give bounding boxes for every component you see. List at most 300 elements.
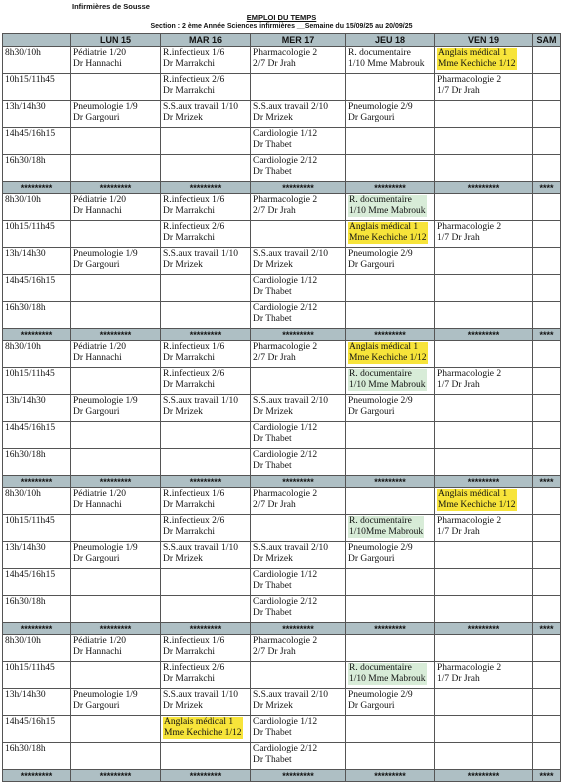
course-cell-mer: [251, 74, 346, 101]
course-cell-lun: [71, 101, 161, 128]
course-teacher: Dr Gargouri: [348, 407, 395, 417]
separator-cell: *********: [71, 329, 161, 341]
course-cell-ven: [435, 341, 533, 368]
course-teacher: Dr Mrizek: [253, 407, 293, 417]
course-cell-sam: [533, 128, 561, 155]
time-slot: 14h45/16h15: [3, 128, 71, 155]
time-slot: 8h30/10h: [3, 194, 71, 221]
course-entry: [348, 195, 427, 217]
separator-cell: *********: [161, 623, 251, 635]
schedule-row: [3, 275, 561, 302]
separator-cell: *********: [251, 476, 346, 488]
course-name: Cardiologie 2/12: [253, 303, 318, 313]
course-cell-mar: [161, 689, 251, 716]
course-entry: [73, 636, 158, 658]
course-cell-jeu: [346, 422, 435, 449]
course-name: Pédiatrie 1/20: [73, 48, 127, 58]
course-cell-ven: [435, 422, 533, 449]
time-slot: 10h15/11h45: [3, 368, 71, 395]
course-name: R.infectieux 1/6: [163, 195, 225, 205]
course-teacher: Dr Gargouri: [73, 113, 120, 123]
course-cell-jeu: [346, 395, 435, 422]
course-name: R. documentaire: [349, 663, 412, 673]
separator-cell: ****: [533, 329, 561, 341]
course-cell-lun: [71, 341, 161, 368]
schedule-row: [3, 422, 561, 449]
separator-cell: *********: [435, 329, 533, 341]
course-name: R.infectieux 2/6: [163, 663, 225, 673]
course-teacher: Dr Gargouri: [73, 407, 120, 417]
course-cell-mar: [161, 248, 251, 275]
week-separator-row: [3, 623, 561, 635]
course-name: Pneumologie 1/9: [73, 690, 138, 700]
course-teacher: Dr Mrizek: [253, 701, 293, 711]
course-entry: [253, 690, 343, 712]
course-cell-mar: [161, 569, 251, 596]
course-entry: [253, 597, 343, 619]
course-cell-lun: [71, 488, 161, 515]
course-teacher: Dr Hannachi: [73, 500, 122, 510]
course-name: Pneumologie 1/9: [73, 102, 138, 112]
course-cell-ven: [435, 47, 533, 74]
course-name: R. documentaire: [349, 516, 412, 526]
course-teacher: Dr Gargouri: [73, 554, 120, 564]
course-cell-lun: [71, 74, 161, 101]
separator-cell: *********: [251, 770, 346, 782]
separator-cell: ****: [533, 182, 561, 194]
course-cell-sam: [533, 488, 561, 515]
course-name: Pharmacologie 2: [253, 195, 318, 205]
course-teacher: 1/7 Dr Jrah: [437, 674, 480, 684]
course-cell-mer: [251, 155, 346, 182]
course-name: S.S.aux travail 2/10: [253, 249, 328, 259]
course-entry: [348, 543, 432, 565]
time-slot: 16h30/18h: [3, 743, 71, 770]
course-entry: [253, 156, 343, 178]
course-cell-ven: [435, 689, 533, 716]
course-cell-mer: [251, 488, 346, 515]
course-cell-mer: [251, 101, 346, 128]
course-cell-ven: [435, 596, 533, 623]
course-teacher: Dr Mrizek: [163, 113, 203, 123]
course-cell-mer: [251, 542, 346, 569]
course-teacher: Dr Marrakchi: [163, 500, 215, 510]
time-slot: 13h/14h30: [3, 542, 71, 569]
course-teacher: Dr Thabet: [253, 314, 292, 324]
course-entry: [437, 489, 517, 511]
time-slot: 8h30/10h: [3, 635, 71, 662]
week-separator-row: [3, 476, 561, 488]
separator-cell: *********: [161, 770, 251, 782]
course-cell-jeu: [346, 689, 435, 716]
schedule-row: [3, 449, 561, 476]
course-cell-mar: [161, 449, 251, 476]
schedule-row: [3, 743, 561, 770]
course-name: Pneumologie 2/9: [348, 690, 413, 700]
course-cell-mar: [161, 743, 251, 770]
course-name: R.infectieux 2/6: [163, 369, 225, 379]
course-cell-jeu: [346, 248, 435, 275]
course-entry: [163, 222, 248, 244]
course-entry: [73, 102, 158, 124]
course-name: Cardiologie 1/12: [253, 423, 318, 433]
separator-cell: ****: [533, 623, 561, 635]
course-cell-jeu: [346, 101, 435, 128]
course-cell-sam: [533, 47, 561, 74]
course-teacher: Mme Kechiche 1/12: [349, 353, 427, 363]
course-name: Pharmacologie 2: [437, 222, 502, 232]
course-entry: [437, 222, 530, 244]
course-name: Cardiologie 2/12: [253, 156, 318, 166]
course-name: S.S.aux travail 1/10: [163, 249, 238, 259]
course-cell-mar: [161, 221, 251, 248]
course-name: S.S.aux travail 2/10: [253, 543, 328, 553]
course-cell-mer: [251, 743, 346, 770]
course-cell-sam: [533, 662, 561, 689]
course-cell-ven: [435, 716, 533, 743]
course-name: Pédiatrie 1/20: [73, 489, 127, 499]
course-cell-lun: [71, 569, 161, 596]
course-cell-lun: [71, 596, 161, 623]
course-cell-mer: [251, 422, 346, 449]
course-name: S.S.aux travail 2/10: [253, 396, 328, 406]
course-entry: [253, 744, 343, 766]
course-entry: [253, 396, 343, 418]
course-cell-ven: [435, 275, 533, 302]
separator-cell: *********: [3, 623, 71, 635]
course-name: Cardiologie 2/12: [253, 744, 318, 754]
course-cell-mer: [251, 395, 346, 422]
course-cell-sam: [533, 194, 561, 221]
course-cell-sam: [533, 155, 561, 182]
course-cell-ven: [435, 248, 533, 275]
time-slot: 8h30/10h: [3, 47, 71, 74]
separator-cell: *********: [435, 476, 533, 488]
course-entry: [253, 48, 343, 70]
course-cell-sam: [533, 74, 561, 101]
course-entry: [253, 450, 343, 472]
schedule-row: [3, 368, 561, 395]
course-entry: [437, 369, 530, 391]
course-cell-mer: [251, 596, 346, 623]
course-name: Pneumologie 2/9: [348, 543, 413, 553]
course-cell-mar: [161, 302, 251, 329]
course-name: R.infectieux 1/6: [163, 342, 225, 352]
course-cell-ven: [435, 302, 533, 329]
course-cell-mar: [161, 47, 251, 74]
course-cell-jeu: [346, 368, 435, 395]
week-separator-row: [3, 770, 561, 782]
schedule-row: [3, 635, 561, 662]
time-slot: 8h30/10h: [3, 488, 71, 515]
course-cell-sam: [533, 515, 561, 542]
course-entry: [73, 489, 158, 511]
course-name: S.S.aux travail 2/10: [253, 102, 328, 112]
schedule-row: [3, 689, 561, 716]
course-cell-mar: [161, 716, 251, 743]
course-cell-ven: [435, 368, 533, 395]
course-teacher: Dr Marrakchi: [163, 527, 215, 537]
course-teacher: Dr Marrakchi: [163, 674, 215, 684]
course-teacher: Dr Hannachi: [73, 59, 122, 69]
course-entry: [437, 663, 530, 685]
course-cell-lun: [71, 515, 161, 542]
course-teacher: Mme Kechiche 1/12: [438, 500, 516, 510]
course-cell-ven: [435, 569, 533, 596]
course-entry: [253, 276, 343, 298]
course-teacher: Dr Hannachi: [73, 353, 122, 363]
course-cell-jeu: [346, 596, 435, 623]
course-cell-mer: [251, 662, 346, 689]
course-cell-mar: [161, 341, 251, 368]
course-entry: [73, 195, 158, 217]
separator-cell: *********: [3, 770, 71, 782]
time-slot: 13h/14h30: [3, 248, 71, 275]
course-teacher: Dr Marrakchi: [163, 380, 215, 390]
course-cell-mar: [161, 596, 251, 623]
course-entry: [437, 75, 530, 97]
separator-cell: *********: [435, 623, 533, 635]
course-teacher: 1/10 Mme Mabrouk: [349, 380, 426, 390]
course-teacher: Dr Mrizek: [163, 260, 203, 270]
course-cell-mer: [251, 302, 346, 329]
course-cell-jeu: [346, 716, 435, 743]
course-entry: [348, 102, 432, 124]
course-teacher: Dr Thabet: [253, 287, 292, 297]
course-teacher: 1/7 Dr Jrah: [437, 380, 480, 390]
course-name: Cardiologie 1/12: [253, 717, 318, 727]
course-entry: [348, 369, 427, 391]
schedule-row: [3, 155, 561, 182]
time-slot: 8h30/10h: [3, 341, 71, 368]
separator-cell: *********: [346, 770, 435, 782]
header-time: [3, 34, 71, 47]
schedule-row: [3, 248, 561, 275]
course-teacher: Dr Gargouri: [348, 113, 395, 123]
course-teacher: Dr Marrakchi: [163, 59, 215, 69]
course-cell-lun: [71, 368, 161, 395]
course-cell-lun: [71, 662, 161, 689]
course-cell-sam: [533, 689, 561, 716]
course-name: Cardiologie 1/12: [253, 570, 318, 580]
course-cell-mar: [161, 101, 251, 128]
course-cell-mar: [161, 368, 251, 395]
course-teacher: Dr Thabet: [253, 167, 292, 177]
course-cell-sam: [533, 275, 561, 302]
course-name: R.infectieux 2/6: [163, 516, 225, 526]
course-name: Anglais médical 1: [164, 717, 234, 727]
time-slot: 10h15/11h45: [3, 221, 71, 248]
course-entry: [348, 222, 428, 244]
course-cell-jeu: [346, 488, 435, 515]
course-cell-ven: [435, 194, 533, 221]
schedule-body: [3, 47, 561, 782]
course-cell-ven: [435, 74, 533, 101]
header-day-mar: MAR 16: [161, 34, 251, 47]
schedule-row: [3, 341, 561, 368]
course-cell-lun: [71, 155, 161, 182]
course-cell-lun: [71, 47, 161, 74]
course-cell-jeu: [346, 449, 435, 476]
schedule-row: [3, 515, 561, 542]
course-entry: [73, 249, 158, 271]
course-cell-jeu: [346, 341, 435, 368]
course-cell-jeu: [346, 302, 435, 329]
course-name: R.infectieux 1/6: [163, 636, 225, 646]
separator-cell: *********: [3, 476, 71, 488]
course-teacher: Dr Mrizek: [253, 554, 293, 564]
course-cell-sam: [533, 422, 561, 449]
institution-name: Infirmières de Sousse: [72, 2, 150, 11]
course-name: R. documentaire: [349, 195, 412, 205]
course-cell-mer: [251, 221, 346, 248]
course-name: Pharmacologie 2: [437, 75, 502, 85]
separator-cell: *********: [435, 770, 533, 782]
course-name: Pneumologie 2/9: [348, 249, 413, 259]
course-teacher: Dr Thabet: [253, 140, 292, 150]
course-name: Pneumologie 2/9: [348, 396, 413, 406]
course-entry: [253, 249, 343, 271]
course-name: Pharmacologie 2: [437, 663, 502, 673]
course-cell-ven: [435, 101, 533, 128]
course-name: Pharmacologie 2: [253, 489, 318, 499]
course-teacher: Dr Gargouri: [73, 701, 120, 711]
course-cell-lun: [71, 395, 161, 422]
course-cell-jeu: [346, 47, 435, 74]
course-cell-jeu: [346, 275, 435, 302]
course-teacher: Mme Kechiche 1/12: [164, 728, 242, 738]
course-cell-lun: [71, 743, 161, 770]
course-entry: [348, 249, 432, 271]
course-entry: [348, 690, 432, 712]
separator-cell: *********: [346, 329, 435, 341]
course-cell-jeu: [346, 743, 435, 770]
course-teacher: 2/7 Dr Jrah: [253, 500, 296, 510]
course-entry: [348, 516, 424, 538]
schedule-row: [3, 569, 561, 596]
course-cell-ven: [435, 395, 533, 422]
course-cell-lun: [71, 716, 161, 743]
course-cell-mar: [161, 542, 251, 569]
course-cell-mer: [251, 689, 346, 716]
course-name: Anglais médical 1: [349, 222, 419, 232]
time-slot: 13h/14h30: [3, 689, 71, 716]
course-name: S.S.aux travail 1/10: [163, 543, 238, 553]
course-name: R.infectieux 2/6: [163, 222, 225, 232]
course-cell-jeu: [346, 194, 435, 221]
course-cell-lun: [71, 194, 161, 221]
header-day-jeu: JEU 18: [346, 34, 435, 47]
course-entry: [163, 396, 248, 418]
time-slot: 13h/14h30: [3, 101, 71, 128]
course-cell-jeu: [346, 74, 435, 101]
course-entry: [253, 489, 343, 511]
schedule-row: [3, 194, 561, 221]
course-cell-mer: [251, 368, 346, 395]
course-entry: [163, 75, 248, 97]
course-teacher: Dr Thabet: [253, 434, 292, 444]
course-cell-lun: [71, 422, 161, 449]
time-slot: 16h30/18h: [3, 155, 71, 182]
time-slot: 16h30/18h: [3, 596, 71, 623]
course-cell-lun: [71, 128, 161, 155]
section-subtitle: Section : 2 ème Année Sciences infirmières __Semaine du 15/09/25 au 20/09/25: [150, 23, 413, 30]
course-teacher: 1/7 Dr Jrah: [437, 233, 480, 243]
header-row: [3, 34, 561, 47]
schedule-row: [3, 128, 561, 155]
course-name: Pneumologie 1/9: [73, 543, 138, 553]
course-teacher: Dr Mrizek: [253, 260, 293, 270]
course-name: R.infectieux 1/6: [163, 489, 225, 499]
course-name: Pharmacologie 2: [437, 369, 502, 379]
course-cell-lun: [71, 542, 161, 569]
course-cell-mer: [251, 716, 346, 743]
course-cell-jeu: [346, 635, 435, 662]
course-cell-jeu: [346, 542, 435, 569]
course-entry: [253, 636, 343, 658]
page-title: EMPLOI DU TEMPS: [246, 13, 317, 22]
course-teacher: Dr Thabet: [253, 728, 292, 738]
course-entry: [437, 516, 530, 538]
course-entry: [163, 369, 248, 391]
course-teacher: Dr Marrakchi: [163, 647, 215, 657]
course-name: Pharmacologie 2: [437, 516, 502, 526]
separator-cell: *********: [161, 329, 251, 341]
course-teacher: 2/7 Dr Jrah: [253, 206, 296, 216]
time-slot: 14h45/16h15: [3, 569, 71, 596]
separator-cell: *********: [71, 623, 161, 635]
course-entry: [253, 303, 343, 325]
course-name: Pédiatrie 1/20: [73, 195, 127, 205]
course-entry: [163, 543, 248, 565]
schedule-row: [3, 716, 561, 743]
schedule-row: [3, 221, 561, 248]
course-entry: [163, 195, 248, 217]
course-cell-mer: [251, 275, 346, 302]
header-day-sam: SAM: [533, 34, 561, 47]
course-teacher: Mme Kechiche 1/12: [438, 59, 516, 69]
course-teacher: Dr Marrakchi: [163, 233, 215, 243]
course-name: Anglais médical 1: [349, 342, 419, 352]
course-entry: [253, 195, 343, 217]
separator-cell: *********: [71, 770, 161, 782]
course-cell-mar: [161, 155, 251, 182]
course-teacher: 1/10Mme Mabrouk: [349, 527, 424, 537]
course-teacher: 1/7 Dr Jrah: [437, 86, 480, 96]
time-slot: 10h15/11h45: [3, 515, 71, 542]
course-entry: [163, 342, 248, 364]
course-cell-sam: [533, 395, 561, 422]
time-slot: 10h15/11h45: [3, 662, 71, 689]
course-entry: [163, 489, 248, 511]
separator-cell: *********: [251, 329, 346, 341]
course-name: S.S.aux travail 1/10: [163, 102, 238, 112]
course-teacher: Dr Mrizek: [163, 554, 203, 564]
course-teacher: 1/10 Mme Mabrouk: [349, 674, 426, 684]
course-cell-ven: [435, 155, 533, 182]
course-name: Pharmacologie 2: [253, 342, 318, 352]
course-teacher: Dr Gargouri: [73, 260, 120, 270]
separator-cell: *********: [346, 476, 435, 488]
course-name: Pédiatrie 1/20: [73, 342, 127, 352]
separator-cell: *********: [71, 182, 161, 194]
course-name: Anglais médical 1: [438, 489, 508, 499]
course-cell-mer: [251, 635, 346, 662]
course-cell-mar: [161, 194, 251, 221]
course-name: Pharmacologie 2: [253, 636, 318, 646]
separator-cell: *********: [346, 623, 435, 635]
schedule-row: [3, 302, 561, 329]
